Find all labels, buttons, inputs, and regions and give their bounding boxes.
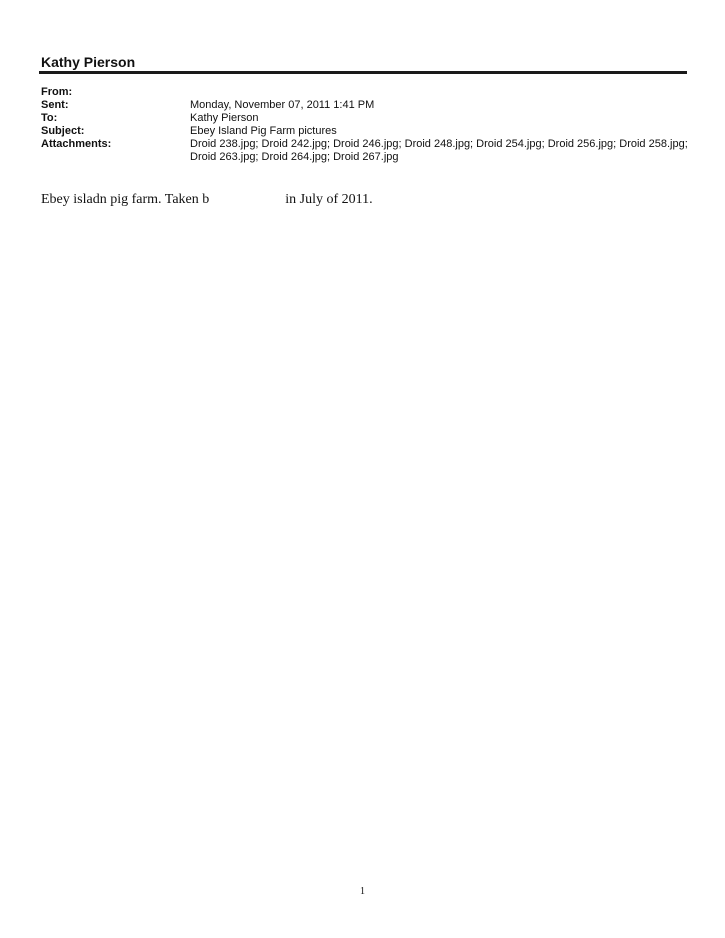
body-text-end: in July of 2011. bbox=[285, 192, 373, 207]
from-value bbox=[190, 86, 690, 99]
attachments-row bbox=[41, 138, 691, 164]
to-value: Kathy Pierson bbox=[190, 112, 259, 124]
body-text-start: Ebey isladn pig farm. Taken b bbox=[41, 192, 210, 207]
sent-row bbox=[41, 99, 691, 112]
to-label: To: bbox=[41, 112, 58, 124]
redaction-blank bbox=[209, 193, 285, 207]
sender-heading: Kathy Pierson bbox=[41, 54, 136, 70]
from-label: From: bbox=[41, 86, 73, 98]
subject-value: Ebey Island Pig Farm pictures bbox=[190, 125, 337, 137]
attachments-label: Attachments: bbox=[41, 138, 112, 150]
header-divider bbox=[39, 71, 687, 74]
from-row bbox=[41, 86, 691, 99]
subject-row bbox=[41, 125, 691, 138]
sent-label: Sent: bbox=[41, 99, 69, 111]
to-row bbox=[41, 112, 691, 125]
attachments-value: Droid 238.jpg; Droid 242.jpg; Droid 246.jpg; Droid 248.jpg; Droid 254.jpg; Droid 256.jpg; Droid 258.jpg; Droid 263.jpg; Droid 264.jpg; Droid 267.jpg bbox=[190, 138, 688, 163]
sent-value: Monday, November 07, 2011 1:41 PM bbox=[190, 99, 375, 111]
subject-label: Subject: bbox=[41, 125, 85, 137]
email-metadata bbox=[41, 86, 691, 164]
email-body bbox=[41, 192, 373, 208]
page-number: 1 bbox=[360, 886, 365, 897]
